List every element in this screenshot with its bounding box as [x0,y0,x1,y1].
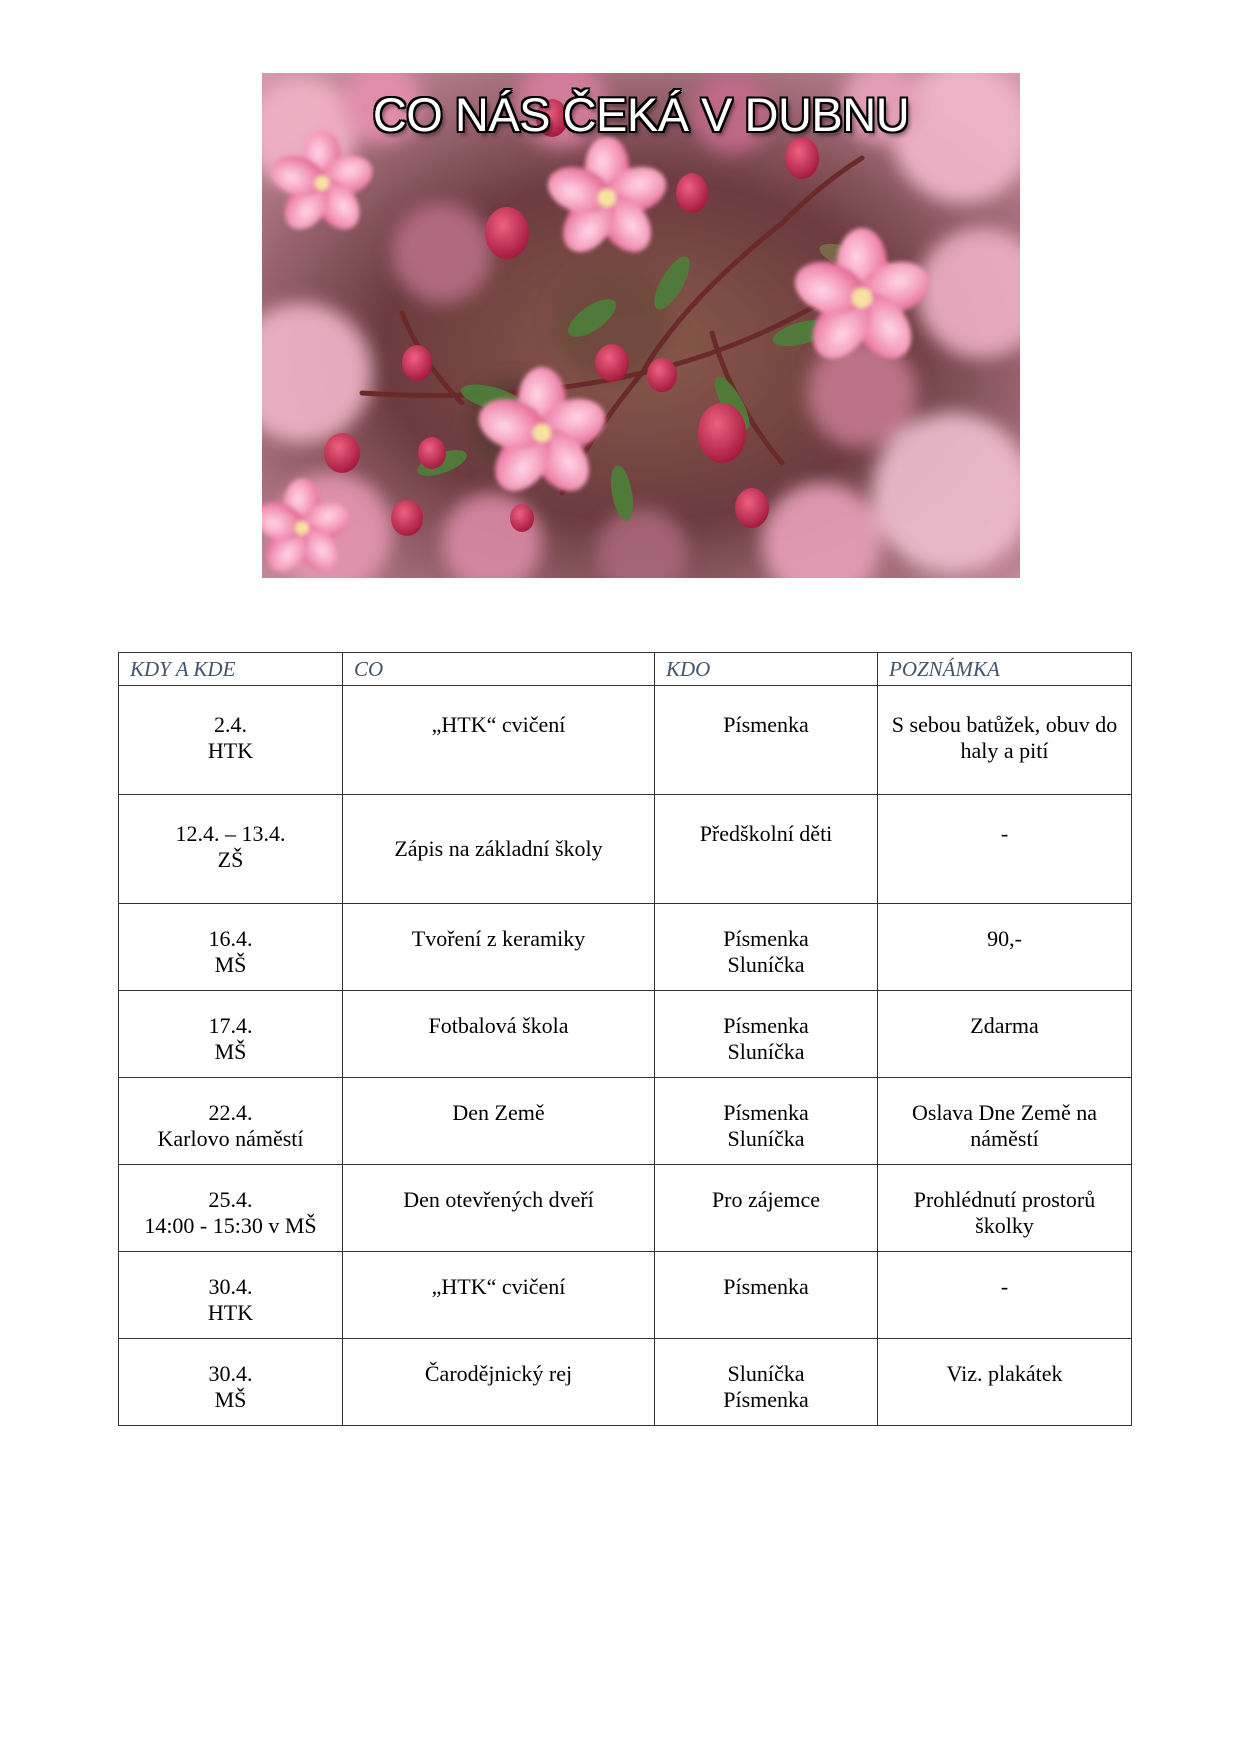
table-row [119,904,1132,991]
event-name: „HTK“ cvičení [431,712,566,737]
cell-when-where [119,686,343,795]
event-group: Písmenka [723,1013,809,1038]
event-name: Čarodějnický rej [424,1361,573,1386]
event-name: „HTK“ cvičení [431,1274,566,1299]
event-note: Zdarma [970,1013,1039,1038]
event-note: - [1000,821,1009,846]
table-header-row [119,653,1132,686]
cell-who [655,1078,878,1165]
blossom-image [262,73,1020,578]
event-group: Pro zájemce [711,1187,821,1212]
cell-note [878,991,1132,1078]
event-place: MŠ [214,1387,247,1412]
cell-when-where [119,1165,343,1252]
event-group: Písmenka [723,926,809,951]
cell-what [343,1252,655,1339]
table-row [119,1078,1132,1165]
table-row [119,1339,1132,1426]
event-place: MŠ [214,1039,247,1064]
table-row [119,991,1132,1078]
event-date: 12.4. – 13.4. [175,821,286,846]
cell-what [343,1078,655,1165]
cell-when-where [119,1252,343,1339]
cell-note [878,795,1132,904]
cell-who [655,795,878,904]
column-header-when-where: KDY A KDE [119,653,343,686]
event-note: Prohlédnutí prostorů školky [913,1187,1096,1238]
column-header-what: CO [343,653,655,686]
event-place: ZŠ [217,847,244,872]
cell-when-where [119,1339,343,1426]
event-name: Tvoření z keramiky [411,926,586,951]
cell-who [655,1339,878,1426]
event-note: 90,- [987,926,1022,951]
page-title: CO NÁS ČEKÁ V DUBNU [372,88,910,141]
cell-note [878,1252,1132,1339]
banner-photo [262,73,1020,578]
column-header-note: POZNÁMKA [878,653,1132,686]
event-note: - [1000,1274,1009,1299]
event-place: HTK [207,738,254,763]
event-date: 25.4. [208,1187,253,1212]
event-group: Písmenka [723,1100,809,1125]
cell-who [655,1252,878,1339]
cell-note [878,1339,1132,1426]
event-note: S sebou batůžek, obuv do haly a pití [891,712,1118,763]
cell-note [878,904,1132,991]
cell-what [343,904,655,991]
cell-who [655,686,878,795]
cell-what [343,795,655,904]
event-group: Písmenka [723,1387,809,1412]
table-row [119,686,1132,795]
cell-what [343,1339,655,1426]
event-name: Den otevřených dveří [403,1187,594,1212]
cell-what [343,686,655,795]
event-note: Viz. plakátek [946,1361,1063,1386]
event-name: Fotbalová škola [428,1013,569,1038]
event-date: 17.4. [208,1013,253,1038]
column-header-who: KDO [655,653,878,686]
event-group: Sluníčka [727,1039,805,1064]
event-place: MŠ [214,952,247,977]
table-row [119,1252,1132,1339]
cell-when-where [119,1078,343,1165]
event-group: Písmenka [723,712,809,737]
event-date: 30.4. [208,1274,253,1299]
event-group: Písmenka [723,1274,809,1299]
cell-when-where [119,904,343,991]
event-date: 30.4. [208,1361,253,1386]
event-group: Sluníčka [727,952,805,977]
cell-note [878,1165,1132,1252]
event-date: 22.4. [208,1100,253,1125]
cell-what [343,1165,655,1252]
schedule-table [118,652,1132,1426]
cell-when-where [119,991,343,1078]
event-group: Sluníčka [727,1361,805,1386]
cell-who [655,991,878,1078]
event-group: Předškolní děti [699,821,833,846]
event-name: Den Země [452,1100,545,1125]
event-note: Oslava Dne Země na náměstí [911,1100,1098,1151]
table-row [119,1165,1132,1252]
cell-note [878,1078,1132,1165]
table-row [119,795,1132,904]
cell-what [343,991,655,1078]
event-group: Sluníčka [727,1126,805,1151]
cell-who [655,904,878,991]
event-place: 14:00 - 15:30 v MŠ [144,1213,317,1238]
event-date: 2.4. [214,712,247,737]
cell-who [655,1165,878,1252]
event-name: Zápis na základní školy [394,836,603,861]
event-place: Karlovo náměstí [157,1126,304,1151]
event-place: HTK [207,1300,254,1325]
event-date: 16.4. [208,926,253,951]
cell-when-where [119,795,343,904]
cell-note [878,686,1132,795]
